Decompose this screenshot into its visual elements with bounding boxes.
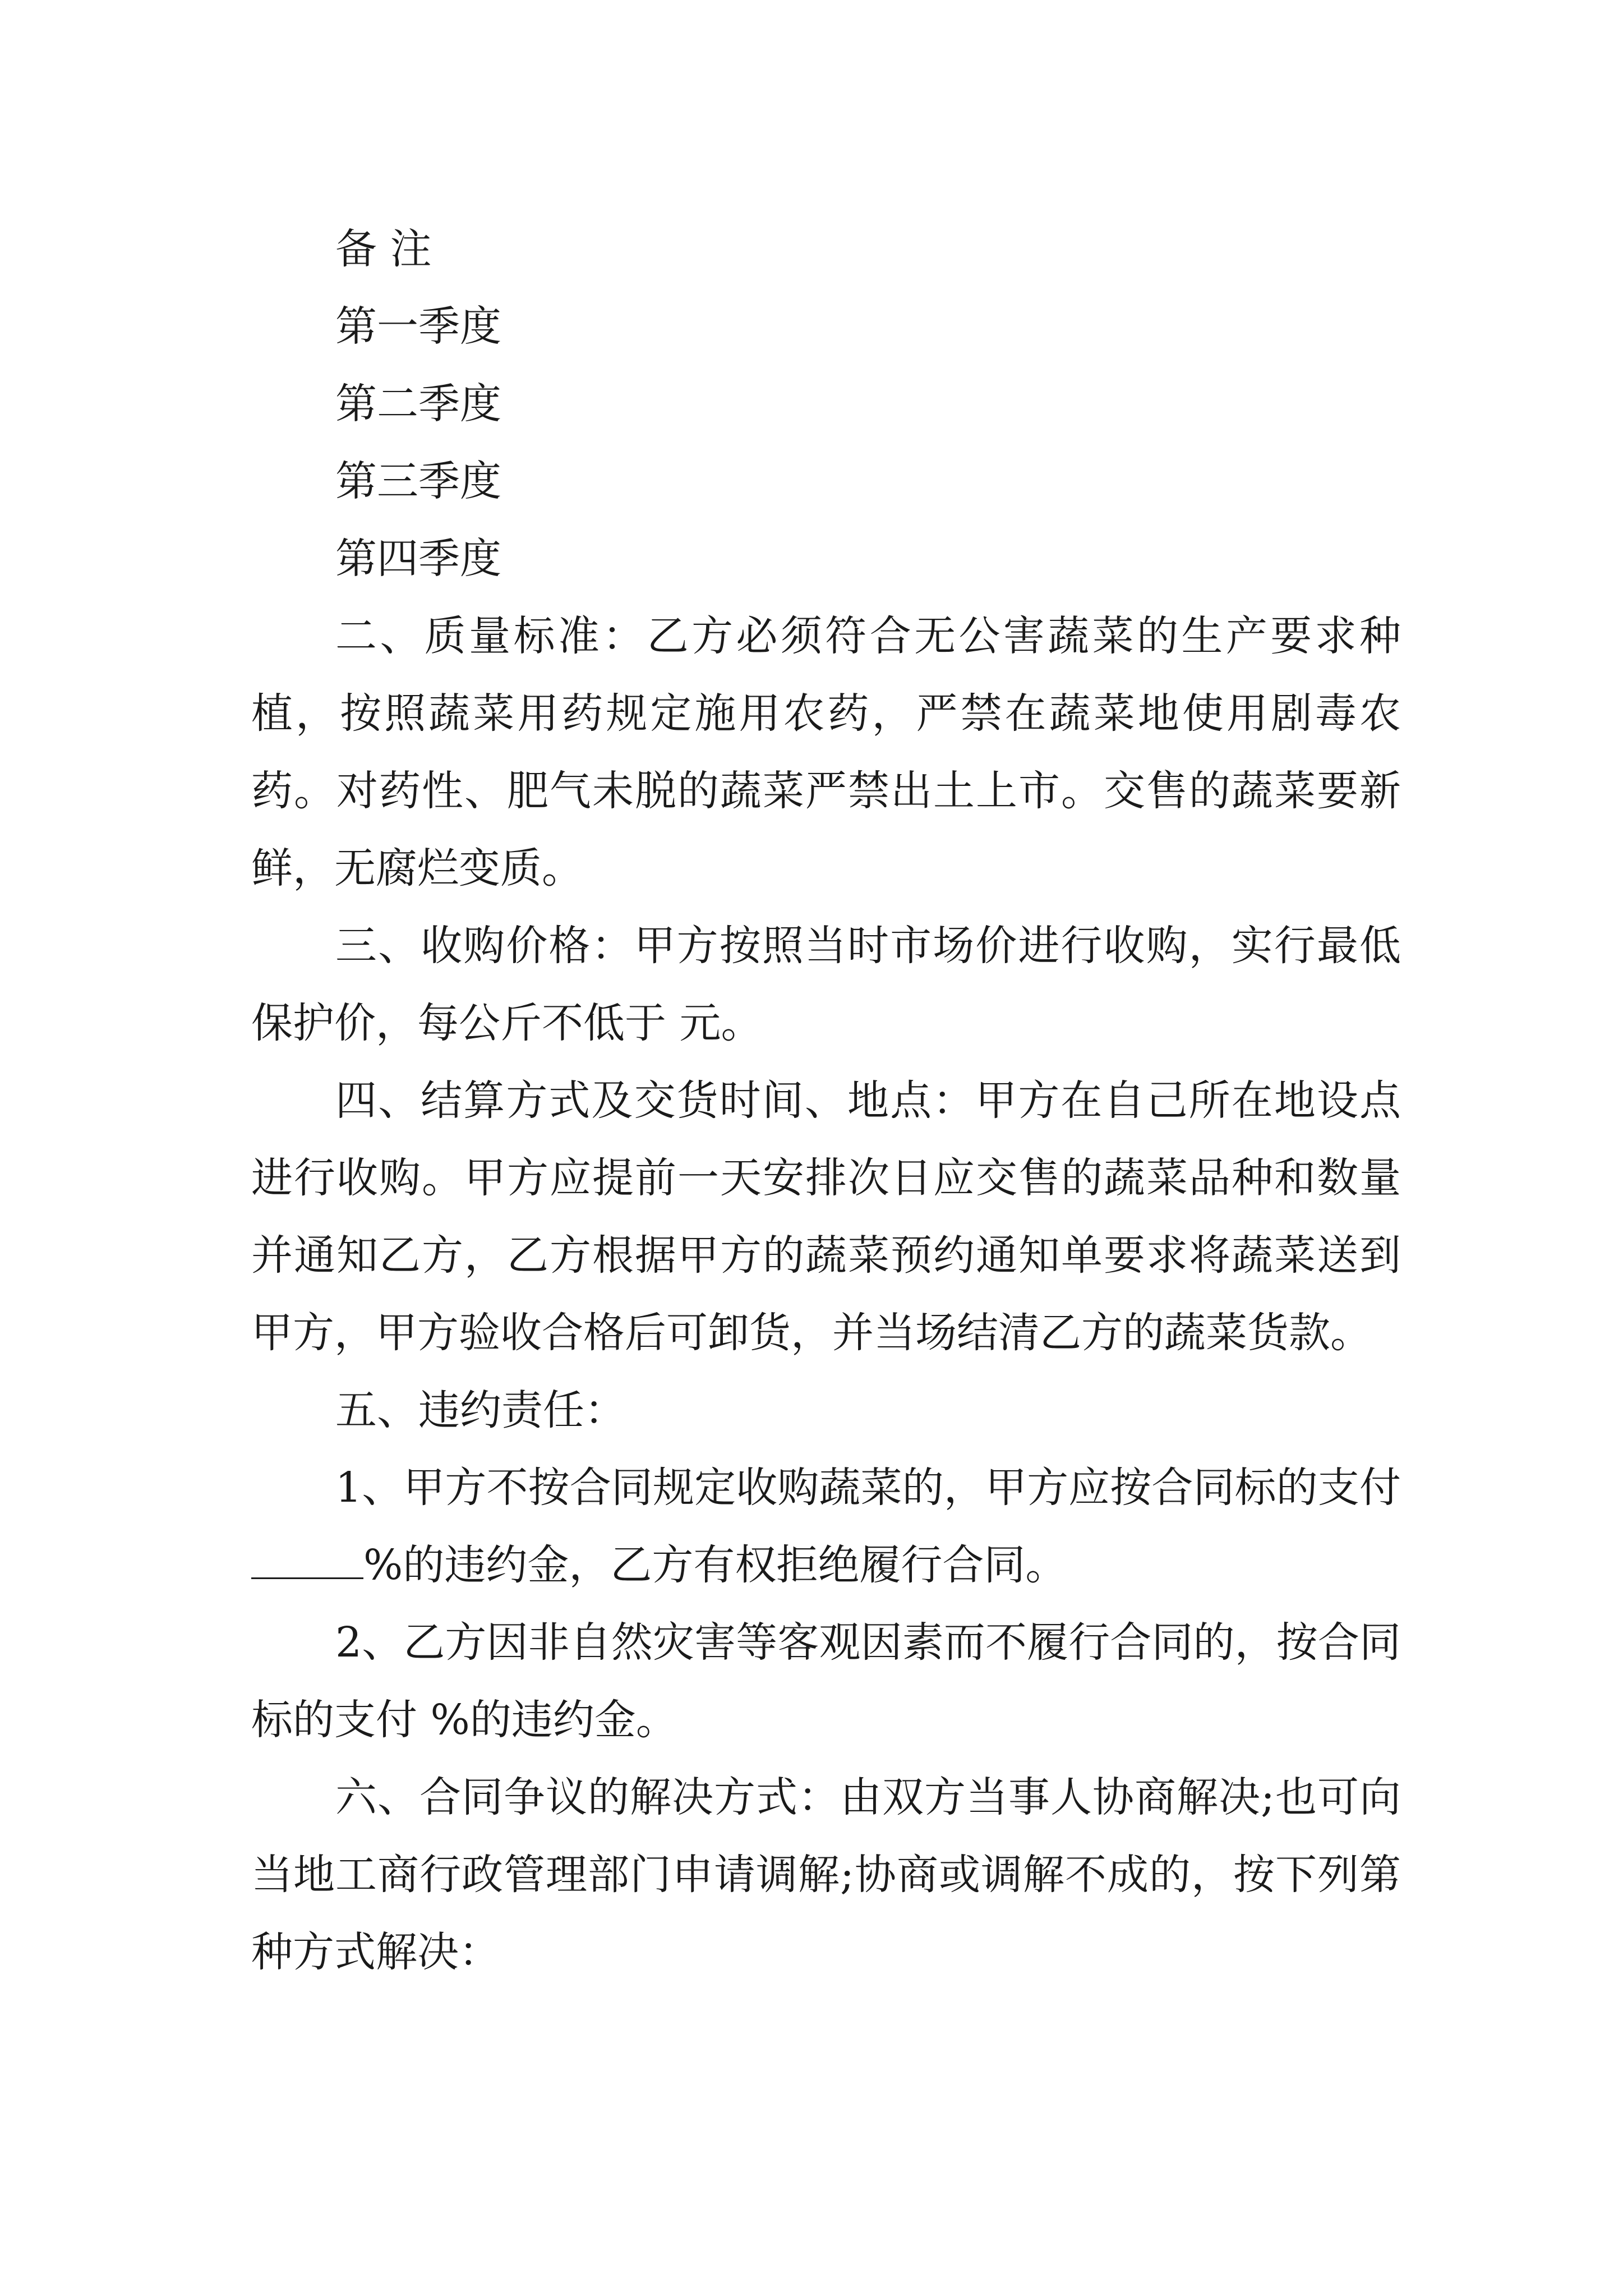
purchase-price-paragraph: 三、收购价格：甲方按照当时市场价进行收购，实行最低保护价，每公斤不低于 元。 (251, 922, 1401, 1047)
quarter-2: 第二季度 (335, 380, 501, 428)
liability-clause-1 (251, 1449, 1401, 1604)
remark-heading: 备 注 (335, 225, 432, 273)
quarter-1: 第一季度 (335, 302, 501, 351)
quarter-4: 第四季度 (335, 535, 501, 583)
quality-standard-paragraph: 二、质量标准：乙方必须符合无公害蔬菜的生产要求种植，按照蔬菜用药规定施用农药，严禁在蔬菜地使用剧毒农药。对药性、肥气未脱的蔬菜严禁出土上市。交售的蔬菜要新鲜，无腐烂变质。 (251, 612, 1401, 892)
liability-clause-1-text-b: %的违约金，乙方有权拒绝履行合同。 (363, 1541, 1067, 1589)
dispute-resolution-paragraph: 六、合同争议的解决方式：由双方当事人协商解决;也可向当地工商行政管理部门申请调解;协商或调解不成的，按下列第 种方式解决： (251, 1773, 1401, 1976)
liability-clause-2: 2、乙方因非自然灾害等客观因素而不履行合同的，按合同标的支付 %的违约金。 (251, 1618, 1401, 1744)
settlement-paragraph: 四、结算方式及交货时间、地点：甲方在自己所在地设点进行收购。甲方应提前一天安排次日应交售的蔬菜品种和数量并通知乙方，乙方根据甲方的蔬菜预约通知单要求将蔬菜送到甲方，甲方验收合格后可卸货，并当场结清乙方的蔬菜货款。 (251, 1076, 1401, 1357)
document-body (251, 210, 1401, 1991)
quarter-3: 第三季度 (335, 457, 501, 505)
blank-line (251, 1544, 363, 1579)
liability-heading: 五、违约责任： (335, 1386, 626, 1434)
liability-clause-1-text-a: 1、甲方不按合同规定收购蔬菜的，甲方应按合同标的支付 (335, 1464, 1401, 1512)
